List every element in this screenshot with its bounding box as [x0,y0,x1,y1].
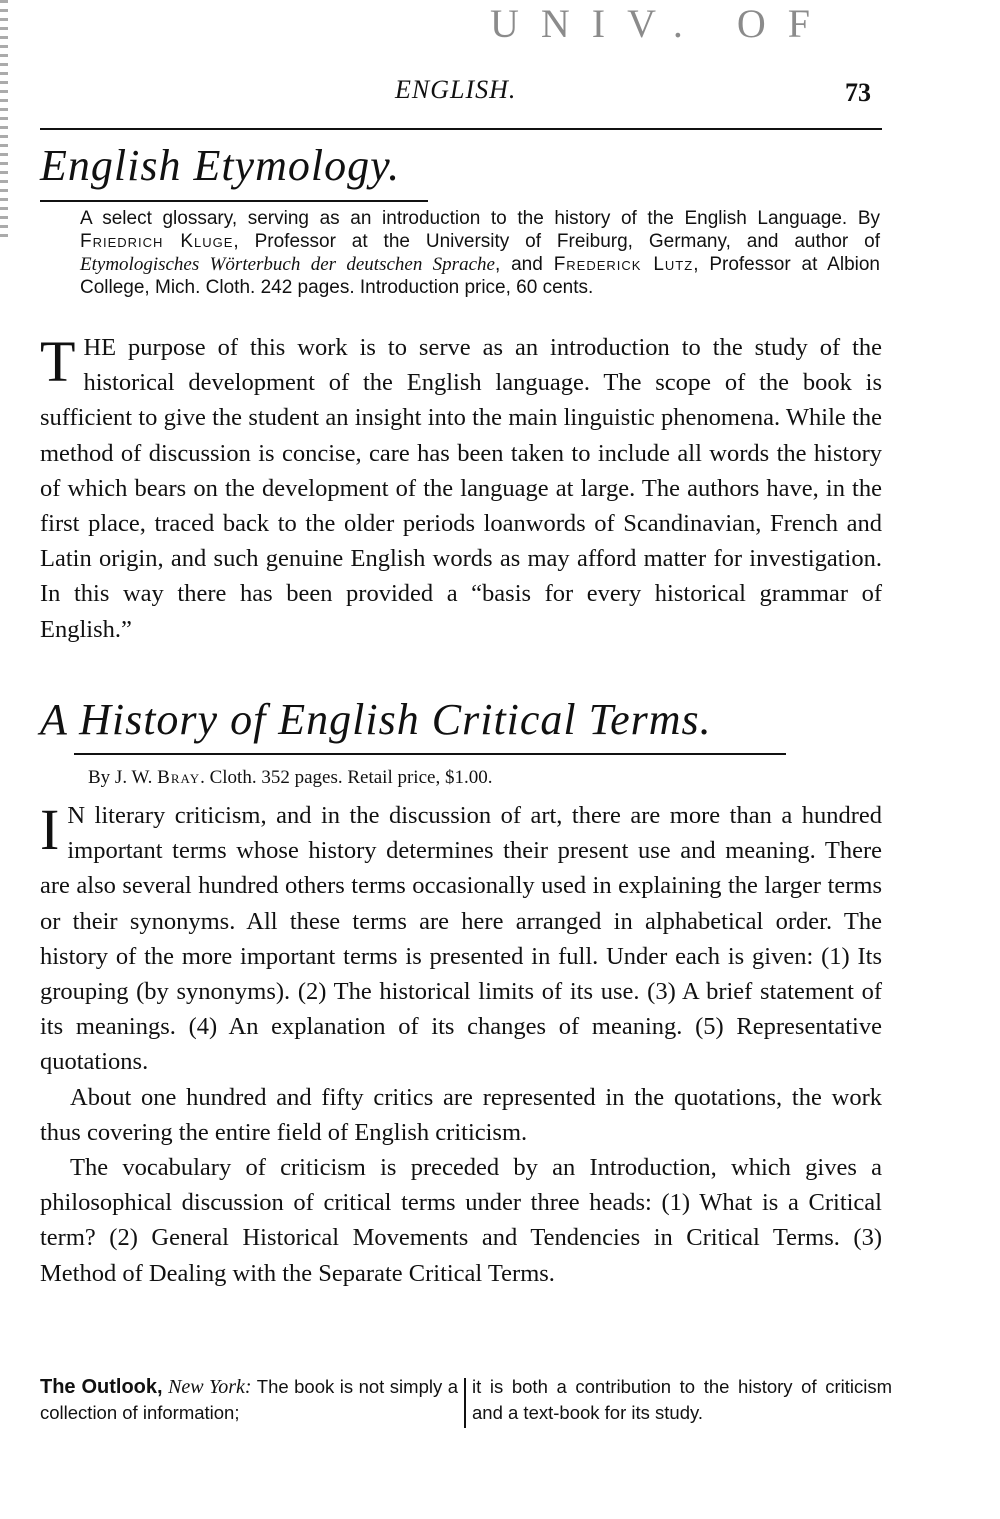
biblio-text: By J. W. [88,767,158,788]
title-rule [74,753,786,755]
review-source: The Outlook, [40,1376,163,1398]
review-quote [40,1374,890,1434]
running-head: ENGLISH. [395,75,517,104]
author-name: Friedrich Kluge [80,231,234,252]
body-text [40,798,882,1291]
bibliographic-note [88,766,888,789]
paragraph [40,798,882,1080]
biblio-text: . Cloth. 352 pages. Retail price, $1.00. [200,767,493,788]
bibliographic-note [80,207,880,299]
biblio-intro: A select glossary, serving as an introduction to the history of the English Language. By [80,208,880,229]
paragraph: The vocabulary of criticism is preceded by an Introduction, which gives a philosophical discussion of critical terms under three heads: (1) What is a Critical term? (2) General Historical Movements and Tendencies in Critical Terms. (3) Method of Dealing with the Separate Critical Terms. [40,1154,882,1287]
review-location: New York: [168,1376,252,1398]
paragraph: About one hundred and fifty critics are represented in the quotations, the work thus covering the entire field of English criticism. [40,1083,882,1146]
author-name: Frederick Lutz [553,254,694,275]
quote-right-column: it is both a contribution to the history of criticism and a text-book for its study. [472,1376,892,1423]
drop-cap: T [40,329,76,394]
quote-text: The book is not simply a collection of information; [40,1376,459,1423]
column-divider [464,1378,466,1428]
work-title: Etymologisches Wörterbuch der deutschen Sprache [80,254,495,275]
stamp-text: UNIV. OF [490,1,832,46]
biblio-text: , and [494,254,554,275]
paragraph-text: HE purpose of this work is to serve as an introduction to the study of the historical development of the English language. The scope of the book is sufficient to give the student an insight into the main linguistic phenomena. While the method of discussion is concise, care has been taken to include all words the history of which bears on the development of the language at large. The authors have, in the first place, traced back to the older periods loanwords of Scandinavian, French and Latin origin, and such genuine English words as may afford matter for investigation. In this way there has been provided a “basis for every historical grammar of English.” [40,334,882,643]
header-rule [40,128,882,130]
drop-cap: I [40,797,60,862]
biblio-text: , Professor at the University of Freiburg, Germany, and author of [233,231,880,252]
biblio-text: , Professor at Albion College, Mich. Cloth. 242 pages. Introduction price, 60 cents. [80,254,880,298]
author-name: Bray [157,767,201,788]
section-title-etymology: English Etymology. [40,141,401,190]
paragraph [40,330,882,647]
body-text [40,330,882,647]
paragraph-text: N literary criticism, and in the discussion of art, there are more than a hundred important terms whose history determines their present use and meaning. There are also several hundred others terms occasionally used in explaining the larger terms or their synonyms. All these terms are here arranged in alphabetical order. The history of the more important terms is presented in full. Under each is given: (1) Its grouping (by synonyms). (2) The historical limits of its use. (3) A brief statement of its meanings. (4) An explanation of its changes of meaning. (5) Representative quotations. [40,802,882,1076]
quote-left-column [40,1374,458,1426]
title-rule [40,200,428,202]
section-title-critical-terms: A History of English Critical Terms. [40,695,712,744]
binding-edge [0,0,8,240]
page-number: 73 [845,78,871,107]
